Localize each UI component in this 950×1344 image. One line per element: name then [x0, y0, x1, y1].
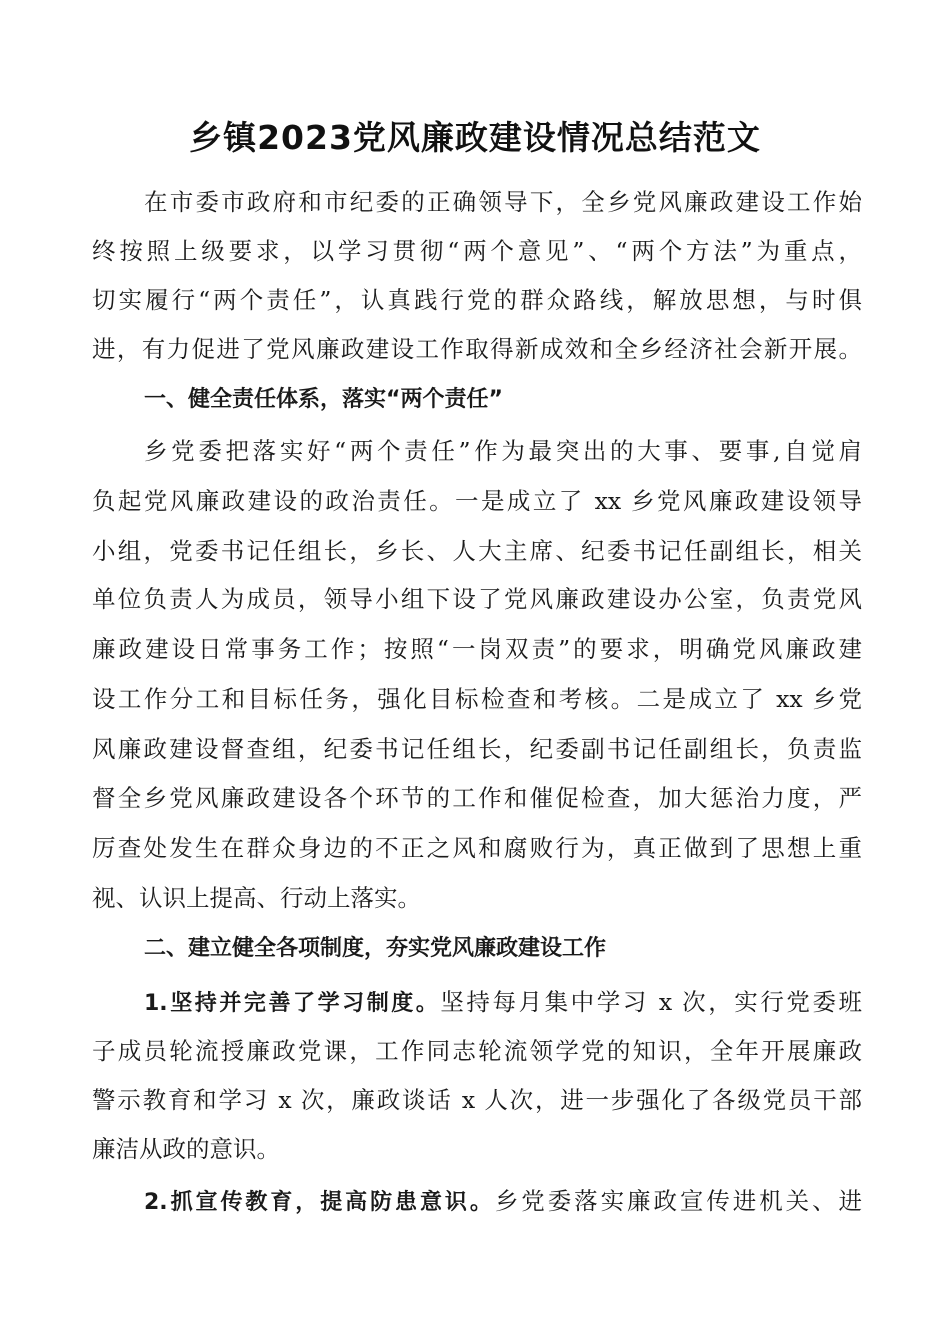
section1-line: 负起党风廉政建设的政治责任。一是成立了 xx 乡党风廉政建设领导 [92, 487, 862, 515]
item1-line: 廉洁从政的意识。 [92, 1135, 280, 1163]
section1-line: 单位负责人为成员，领导小组下设了党风廉政建设办公室，负责党风 [92, 585, 862, 613]
intro-line: 进，有力促进了党风廉政建设工作取得新成效和全乡经济社会新开展。 [92, 335, 862, 363]
item1-line: 警示教育和学习 x 次，廉政谈话 x 人次，进一步强化了各级党员干部 [92, 1086, 862, 1114]
item1-line: 子成员轮流授廉政党课，工作同志轮流领学党的知识，全年开展廉政 [92, 1037, 862, 1065]
document-title: 乡镇2023党风廉政建设情况总结范文 [189, 118, 761, 157]
section1-heading: 一、健全责任体系，落实“两个责任” [144, 387, 503, 412]
section1-line: 乡党委把落实好“两个责任”作为最突出的大事、要事,自觉肩 [144, 437, 862, 465]
section1-line: 小组，党委书记任组长，乡长、人大主席、纪委书记任副组长，相关 [92, 537, 862, 565]
intro-line: 切实履行“两个责任”，认真践行党的群众路线，解放思想，与时俱 [92, 286, 862, 314]
item1-bold-lead: 1.坚持并完善了学习制度。 [144, 991, 441, 1016]
item2-bold-lead: 2.抓宣传教育，提高防患意识。 [144, 1190, 495, 1215]
section1-line: 风廉政建设督查组，纪委书记任组长，纪委副书记任副组长，负责监 [92, 735, 862, 763]
item2-first-rest: 乡党委落实廉政宣传进机关、进 [494, 1187, 862, 1215]
section1-line: 厉查处发生在群众身边的不正之风和腐败行为，真正做到了思想上重 [92, 834, 862, 862]
section1-line: 督全乡党风廉政建设各个环节的工作和催促检查，加大惩治力度，严 [92, 784, 862, 812]
section1-line: 视、认识上提高、行动上落实。 [92, 884, 421, 912]
item1-first-rest: 坚持每月集中学习 x 次，实行党委班 [440, 988, 862, 1016]
section2-heading: 二、建立健全各项制度，夯实党风廉政建设工作 [144, 936, 607, 961]
item2-first-line [144, 1182, 862, 1216]
section1-line: 设工作分工和目标任务，强化目标检查和考核。二是成立了 xx 乡党 [92, 685, 862, 713]
intro-line: 终按照上级要求，以学习贯彻“两个意见”、“两个方法”为重点， [92, 237, 862, 265]
item1-first-line [144, 983, 862, 1017]
intro-line: 在市委市政府和市纪委的正确领导下，全乡党风廉政建设工作始 [144, 188, 862, 216]
section1-line: 廉政建设日常事务工作；按照“一岗双责”的要求，明确党风廉政建 [92, 635, 862, 663]
